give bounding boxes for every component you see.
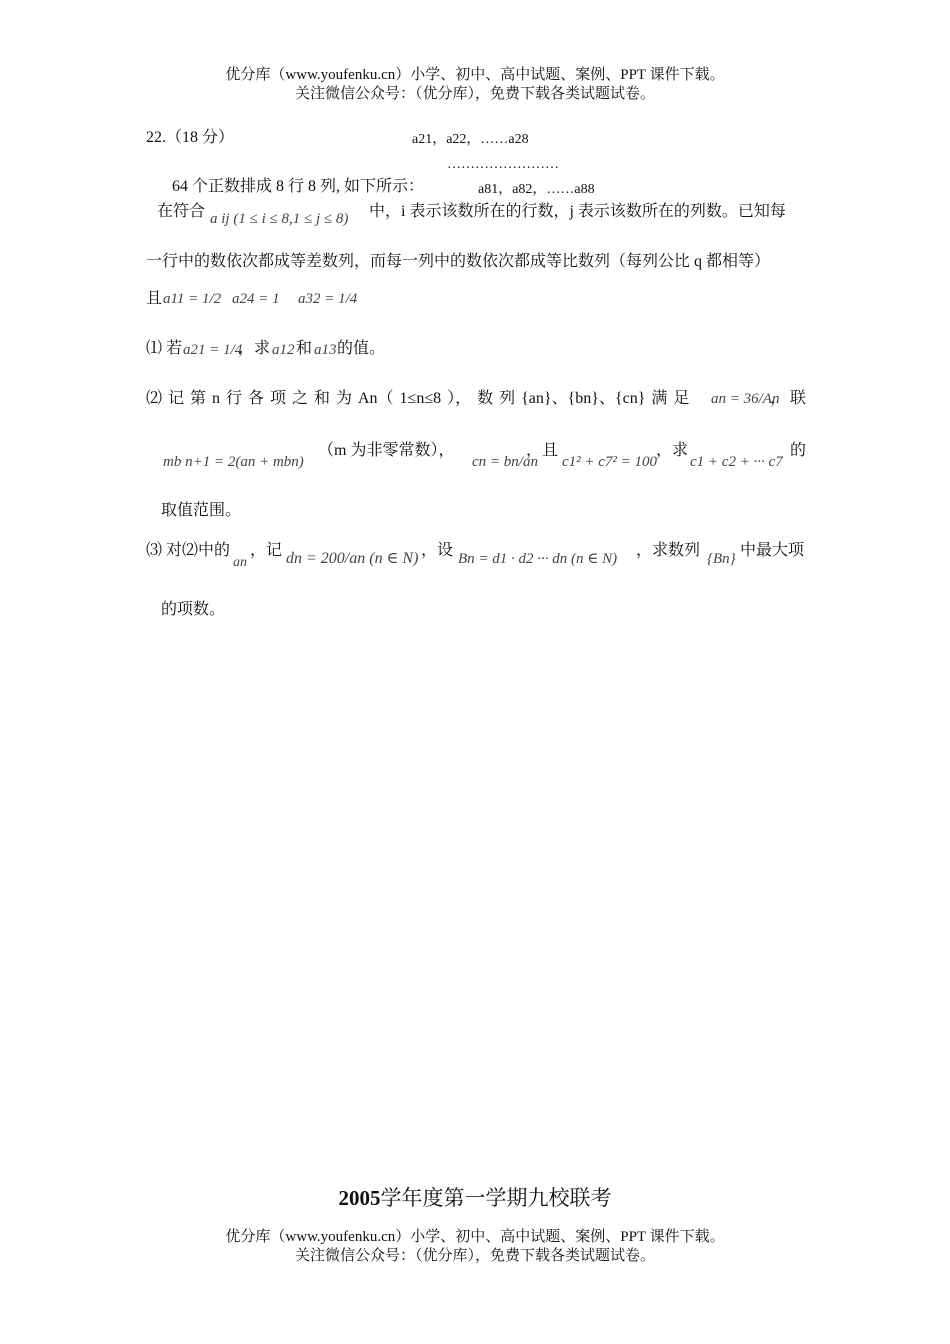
part2-de: 的 [790,442,807,459]
part3-end: 中最大项 [740,542,805,559]
question-number: 22.（18 分） [146,129,235,146]
given-1: a11 = 1/2 [163,291,222,307]
part1-a12: a12 [272,342,295,358]
part1-condition: a21 = 1/4 [183,342,243,358]
part2-formula-c-sum-squares: c1² + c7² = 100 [562,454,658,470]
intro-text: 64 个正数排成 8 行 8 列, 如下所示： [172,178,425,195]
footer-line-1: 优分库（www.youfenku.cn）小学、初中、高中试题、案例、PPT 课件下载。 [225,1229,725,1245]
matrix-dots: …………………… [447,157,559,172]
footer-title-rest: 学年度第一学期九校联考 [380,1186,612,1210]
part3-ji: ，记 [250,542,283,559]
part3-formula-bn: Bn = d1 · d2 ··· dn (n ∈ N) [458,551,618,567]
part2-lian: ， 联 [770,390,807,407]
line-a-post: 中，i 表示该数所在的行数，j 表示该数所在的列数。已知每 [369,203,786,220]
part2-formula-cn: cn = bn/an [472,454,538,470]
part1-text: ，求 [238,340,271,357]
matrix-row-2: a21，a22，……a28 [412,132,529,147]
part2-label: ⑵ [146,390,163,407]
given-3: a32 = 1/4 [298,291,358,307]
part2-formula-an: an = 36/An [711,391,780,407]
condition-formula: a ij (1 ≤ i ≤ 8,1 ≤ j ≤ 8) [210,211,349,227]
footer-line-2: 关注微信公众号：（优分库），免费下载各类试题试卷。 [294,1248,655,1264]
part3-formula-set-bn: {Bn} [707,551,736,567]
part3-she: ，设 [421,542,454,559]
part2-qiu: ，求 [656,442,689,459]
part1-and: 和 [296,340,313,357]
part2-range: 取值范围。 [161,502,242,519]
part1-label: ⑴ 若 [146,340,183,357]
matrix-row-8: a81，a82，……a88 [478,182,595,197]
part3-qiu: ，求数列 [636,542,701,559]
part2-qie: ，且 [526,442,559,459]
part1-end: 的值。 [337,340,386,357]
footer-title-year: 2005 [338,1186,381,1210]
header-line-2: 关注微信公众号：（优分库），免费下载各类试题试卷。 [294,86,655,102]
part2-formula-c-sum: c1 + c2 + ··· c7 [690,454,783,470]
part3-formula-dn: dn = 200/an (n ∈ N) [286,550,419,567]
part2-text: 记 第 n 行 各 项 之 和 为 An（ 1≤n≤8 ）， 数 列 {an}、{bn}、{cn} 满 足 [168,390,690,407]
part3-end-2: 的项数。 [161,601,226,618]
part1-a13: a13 [314,342,337,358]
line-c-pre: 且 [146,290,163,307]
part2-formula-recurrence: mb n+1 = 2(an + mbn) [163,454,304,470]
line-a-pre: 在符合 [157,203,206,220]
part3-an: an [233,555,247,570]
part3-label: ⑶ 对⑵中的 [146,542,231,559]
line-b: 一行中的数依次都成等差数列，而每一列中的数依次都成等比数列（每列公比 q 都相等） [146,253,771,270]
header-line-1: 优分库（www.youfenku.cn）小学、初中、高中试题、案例、PPT 课件下载。 [225,67,725,83]
given-2: a24 = 1 [232,291,280,307]
footer-title [0,1182,950,1212]
part2-m-note: （m 为非零常数）， [318,442,455,459]
